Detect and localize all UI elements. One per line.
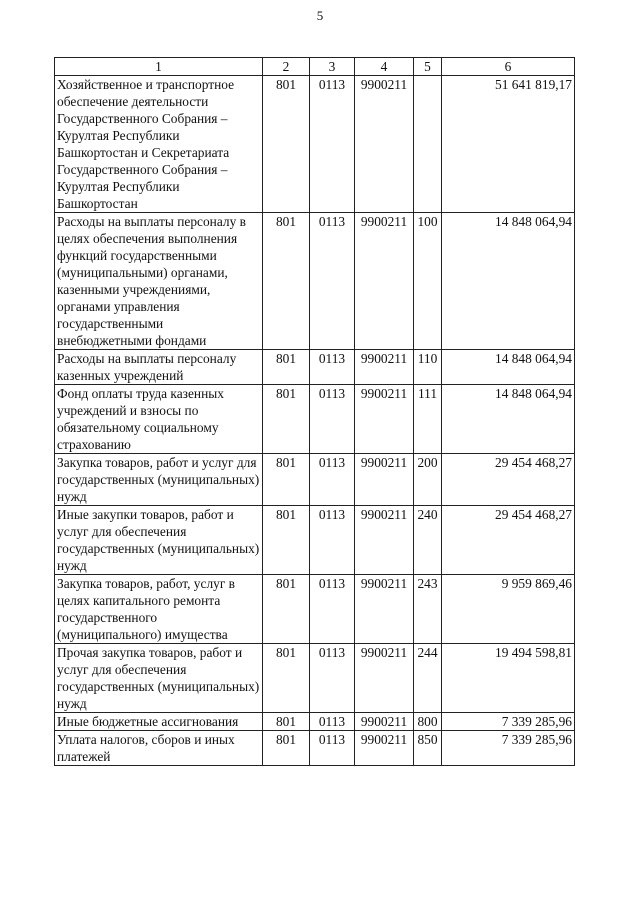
ministry-code: 801	[263, 385, 310, 454]
target-article-code: 9900211	[355, 713, 414, 731]
target-article-code: 9900211	[355, 506, 414, 575]
table-row	[55, 76, 575, 213]
table-row	[55, 385, 575, 454]
table-row	[55, 575, 575, 644]
table-row	[55, 454, 575, 506]
amount: 19 494 598,81	[442, 644, 575, 713]
expense-type-code: 244	[414, 644, 442, 713]
amount: 29 454 468,27	[442, 454, 575, 506]
row-name: Фонд оплаты труда казенных учреждений и взносы по обязательному социальному страхованию	[55, 385, 263, 454]
ministry-code: 801	[263, 575, 310, 644]
target-article-code: 9900211	[355, 731, 414, 766]
section-code: 0113	[310, 213, 355, 350]
section-code: 0113	[310, 454, 355, 506]
table-row	[55, 213, 575, 350]
expense-type-code: 110	[414, 350, 442, 385]
target-article-code: 9900211	[355, 644, 414, 713]
ministry-code: 801	[263, 454, 310, 506]
ministry-code: 801	[263, 213, 310, 350]
table-row	[55, 506, 575, 575]
amount: 29 454 468,27	[442, 506, 575, 575]
section-code: 0113	[310, 575, 355, 644]
target-article-code: 9900211	[355, 385, 414, 454]
row-name: Закупка товаров, работ, услуг в целях капитального ремонта государственного (муниципального) имущества	[55, 575, 263, 644]
expense-type-code: 240	[414, 506, 442, 575]
section-code: 0113	[310, 385, 355, 454]
target-article-code: 9900211	[355, 454, 414, 506]
expense-type-code	[414, 76, 442, 213]
table-row	[55, 731, 575, 766]
budget-table	[54, 57, 575, 766]
amount: 51 641 819,17	[442, 76, 575, 213]
row-name: Иные бюджетные ассигнования	[55, 713, 263, 731]
expense-type-code: 111	[414, 385, 442, 454]
amount: 9 959 869,46	[442, 575, 575, 644]
row-name: Закупка товаров, работ и услуг для государственных (муниципальных) нужд	[55, 454, 263, 506]
amount: 7 339 285,96	[442, 713, 575, 731]
table-row	[55, 713, 575, 731]
section-code: 0113	[310, 76, 355, 213]
amount: 14 848 064,94	[442, 385, 575, 454]
row-name: Расходы на выплаты персоналу казенных учреждений	[55, 350, 263, 385]
column-header: 5	[414, 58, 442, 76]
ministry-code: 801	[263, 713, 310, 731]
row-name: Иные закупки товаров, работ и услуг для обеспечения государственных (муниципальных) нужд	[55, 506, 263, 575]
target-article-code: 9900211	[355, 76, 414, 213]
expense-type-code: 850	[414, 731, 442, 766]
table-row	[55, 644, 575, 713]
column-header: 4	[355, 58, 414, 76]
expense-type-code: 243	[414, 575, 442, 644]
row-name: Уплата налогов, сборов и иных платежей	[55, 731, 263, 766]
ministry-code: 801	[263, 506, 310, 575]
ministry-code: 801	[263, 731, 310, 766]
target-article-code: 9900211	[355, 575, 414, 644]
expense-type-code: 100	[414, 213, 442, 350]
column-header: 1	[55, 58, 263, 76]
column-header: 2	[263, 58, 310, 76]
ministry-code: 801	[263, 644, 310, 713]
amount: 14 848 064,94	[442, 213, 575, 350]
column-header: 3	[310, 58, 355, 76]
table-header-row	[55, 58, 575, 76]
section-code: 0113	[310, 731, 355, 766]
target-article-code: 9900211	[355, 213, 414, 350]
expense-type-code: 200	[414, 454, 442, 506]
row-name: Расходы на выплаты персоналу в целях обеспечения выполнения функций государственными (муниципальными) органами, казенными учреждениями, органами управления государственными внебюджетными фондами	[55, 213, 263, 350]
ministry-code: 801	[263, 350, 310, 385]
ministry-code: 801	[263, 76, 310, 213]
page-number: 5	[316, 8, 324, 23]
row-name: Прочая закупка товаров, работ и услуг для обеспечения государственных (муниципальных) нужд	[55, 644, 263, 713]
row-name: Хозяйственное и транспортное обеспечение деятельности Государственного Собрания – Курултая Республики Башкортостан и Секретариата Государственного Собрания – Курултая Республики Башкортостан	[55, 76, 263, 213]
section-code: 0113	[310, 713, 355, 731]
table-row	[55, 350, 575, 385]
target-article-code: 9900211	[355, 350, 414, 385]
amount: 7 339 285,96	[442, 731, 575, 766]
section-code: 0113	[310, 350, 355, 385]
expense-type-code: 800	[414, 713, 442, 731]
column-header: 6	[442, 58, 575, 76]
section-code: 0113	[310, 506, 355, 575]
amount: 14 848 064,94	[442, 350, 575, 385]
section-code: 0113	[310, 644, 355, 713]
